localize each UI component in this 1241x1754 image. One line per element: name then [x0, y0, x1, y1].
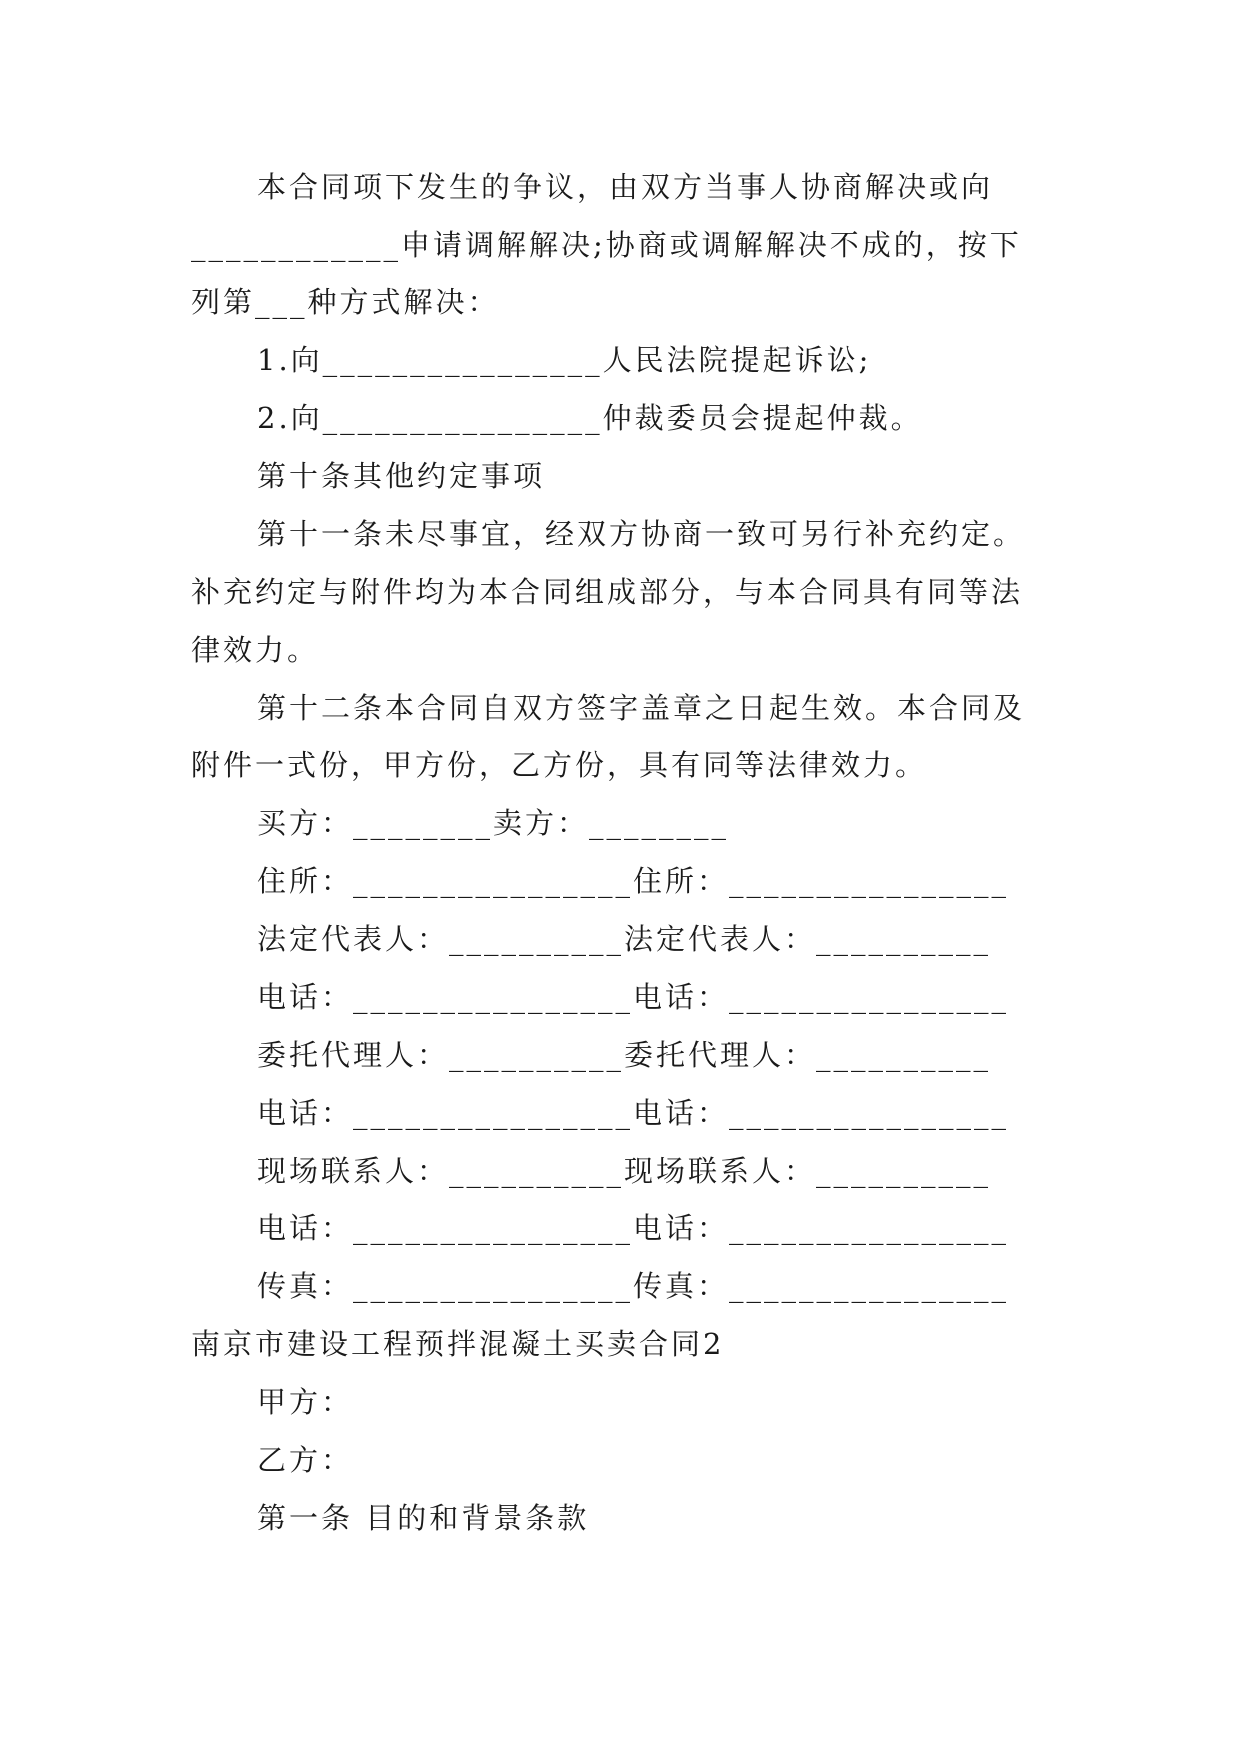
phone-line-1: 电话：________________电话：________________ — [257, 980, 1010, 1014]
legal-representative-line: 法定代表人：__________法定代表人：__________ — [257, 922, 992, 956]
article-1-heading: 第一条 目的和背景条款 — [257, 1501, 590, 1535]
party-b-line: 乙方： — [257, 1443, 354, 1477]
phone-line-3: 电话：________________电话：________________ — [257, 1211, 1010, 1245]
contract-2-title: 南京市建设工程预拌混凝土买卖合同2 — [191, 1327, 725, 1361]
authorized-agent-line: 委托代理人：__________委托代理人：__________ — [257, 1038, 992, 1072]
article-10-heading: 第十条其他约定事项 — [257, 459, 546, 493]
dispute-paragraph-line-1: 本合同项下发生的争议，由双方当事人协商解决或向 — [257, 170, 994, 204]
dispute-paragraph-line-3: 列第___种方式解决： — [191, 285, 500, 319]
buyer-seller-line: 买方：________卖方：________ — [257, 806, 730, 840]
address-line: 住所：________________住所：________________ — [257, 864, 1010, 898]
site-contact-line: 现场联系人：__________现场联系人：__________ — [257, 1154, 992, 1188]
option-arbitration-line: 2.向________________仲裁委员会提起仲裁。 — [257, 401, 923, 435]
article-11-line-1: 第十一条未尽事宜，经双方协商一致可另行补充约定。 — [257, 517, 1026, 551]
dispute-paragraph-line-2: ____________申请调解解决;协商或调解解决不成的，按下 — [191, 228, 1022, 262]
article-12-line-2: 附件一式份，甲方份，乙方份，具有同等法律效力。 — [191, 748, 928, 782]
article-11-line-3: 律效力。 — [191, 633, 320, 667]
article-11-line-2: 补充约定与附件均为本合同组成部分，与本合同具有同等法 — [191, 575, 1024, 609]
party-a-line: 甲方： — [257, 1385, 354, 1419]
phone-line-2: 电话：________________电话：________________ — [257, 1096, 1010, 1130]
option-court-line: 1.向________________人民法院提起诉讼; — [257, 343, 872, 377]
article-12-line-1: 第十二条本合同自双方签字盖章之日起生效。本合同及 — [257, 691, 1026, 725]
fax-line: 传真：________________传真：________________ — [257, 1269, 1010, 1303]
